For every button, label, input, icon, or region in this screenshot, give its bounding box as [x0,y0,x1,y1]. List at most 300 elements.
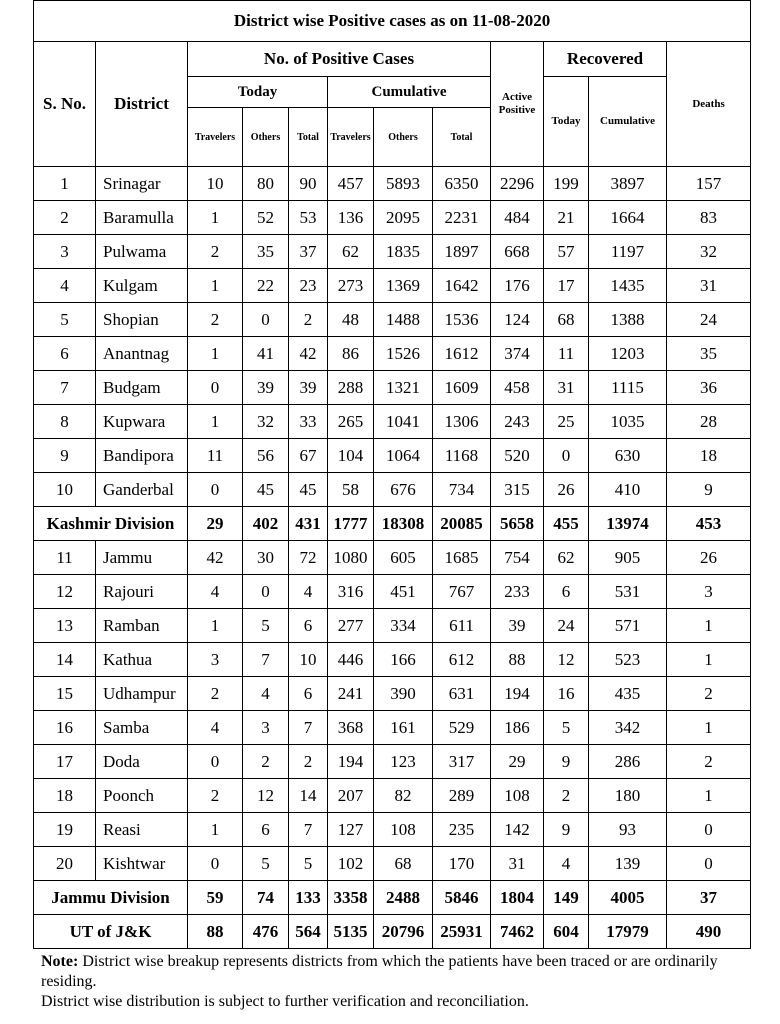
table-row [34,167,751,201]
data-cell: 1306 [433,405,491,439]
total-cell: 476 [243,915,289,949]
data-cell: 316 [328,575,374,609]
data-cell: 3 [667,575,751,609]
division-total-row [34,507,751,541]
data-cell: 48 [328,303,374,337]
district-cell: Baramulla [96,201,188,235]
note-line2: District wise distribution is subject to further verification and reconciliation. [41,993,529,1010]
data-cell: 520 [491,439,544,473]
data-cell: 1 [667,643,751,677]
data-cell: 36 [667,371,751,405]
data-cell: 1115 [589,371,667,405]
header-cum-others: Others [374,108,433,167]
table-row [34,609,751,643]
data-cell: 35 [667,337,751,371]
district-cell: Kulgam [96,269,188,303]
data-cell: 1526 [374,337,433,371]
data-cell: 390 [374,677,433,711]
data-cell: 5 [243,609,289,643]
total-cell: 453 [667,507,751,541]
data-cell: 905 [589,541,667,575]
data-cell: 1 [188,201,243,235]
total-cell: 1777 [328,507,374,541]
data-cell: 0 [188,473,243,507]
data-cell: 7 [289,813,328,847]
data-cell: 315 [491,473,544,507]
data-cell: 15 [34,677,96,711]
cases-table [33,0,751,949]
data-cell: 630 [589,439,667,473]
data-cell: 136 [328,201,374,235]
data-cell: 2296 [491,167,544,201]
data-cell: 7 [34,371,96,405]
data-cell: 0 [188,371,243,405]
district-cell: Kupwara [96,405,188,439]
data-cell: 142 [491,813,544,847]
data-cell: 571 [589,609,667,643]
total-cell: 4005 [589,881,667,915]
data-cell: 35 [243,235,289,269]
data-cell: 1 [188,337,243,371]
data-cell: 11 [34,541,96,575]
header-district: District [96,42,188,167]
data-cell: 2 [243,745,289,779]
data-cell: 194 [491,677,544,711]
data-cell: 11 [544,337,589,371]
division-name: Kashmir Division [34,507,188,541]
total-cell: 3358 [328,881,374,915]
data-cell: 5 [544,711,589,745]
header-recovered-cumulative: Cumulative [589,77,667,167]
table-row [34,541,751,575]
data-cell: 1197 [589,235,667,269]
data-cell: 1488 [374,303,433,337]
table-row [34,677,751,711]
data-cell: 32 [243,405,289,439]
header-cum-travelers: Travelers [328,108,374,167]
table-row [34,269,751,303]
data-cell: 6 [243,813,289,847]
header-cumulative: Cumulative [328,77,491,108]
total-cell: 59 [188,881,243,915]
data-cell: 62 [544,541,589,575]
data-cell: 37 [289,235,328,269]
data-cell: 2 [188,779,243,813]
data-cell: 611 [433,609,491,643]
data-cell: 2 [188,677,243,711]
table-row [34,813,751,847]
data-cell: 4 [34,269,96,303]
data-cell: 4 [544,847,589,881]
data-cell: 767 [433,575,491,609]
data-cell: 2 [667,745,751,779]
note-label: Note: [41,953,79,970]
table-row [34,201,751,235]
data-cell: 56 [243,439,289,473]
data-cell: 12 [544,643,589,677]
data-cell: 14 [34,643,96,677]
data-cell: 32 [667,235,751,269]
table-row [34,405,751,439]
data-cell: 16 [34,711,96,745]
data-cell: 39 [491,609,544,643]
division-name: Jammu Division [34,881,188,915]
total-cell: 564 [289,915,328,949]
table-row [34,439,751,473]
data-cell: 1388 [589,303,667,337]
data-cell: 1064 [374,439,433,473]
data-cell: 6 [289,677,328,711]
data-cell: 58 [328,473,374,507]
district-cell: Shopian [96,303,188,337]
data-cell: 529 [433,711,491,745]
data-cell: 668 [491,235,544,269]
data-cell: 0 [188,745,243,779]
data-cell: 31 [491,847,544,881]
data-cell: 1664 [589,201,667,235]
data-cell: 1 [667,711,751,745]
data-cell: 4 [188,575,243,609]
data-cell: 1 [188,269,243,303]
data-cell: 8 [34,405,96,439]
header-positive-cases: No. of Positive Cases [188,42,491,77]
data-cell: 6 [34,337,96,371]
total-cell: 2488 [374,881,433,915]
data-cell: 3897 [589,167,667,201]
data-cell: 17 [544,269,589,303]
data-cell: 45 [243,473,289,507]
header-today-total: Total [289,108,328,167]
data-cell: 0 [667,847,751,881]
data-cell: 2 [34,201,96,235]
total-cell: 20085 [433,507,491,541]
data-cell: 41 [243,337,289,371]
header-today: Today [188,77,328,108]
total-cell: 29 [188,507,243,541]
data-cell: 1 [188,405,243,439]
total-cell: 149 [544,881,589,915]
data-cell: 1 [667,779,751,813]
data-cell: 18 [34,779,96,813]
data-cell: 12 [34,575,96,609]
data-cell: 20 [34,847,96,881]
data-cell: 1321 [374,371,433,405]
total-cell: 17979 [589,915,667,949]
data-cell: 2 [289,303,328,337]
data-cell: 1435 [589,269,667,303]
total-cell: 5658 [491,507,544,541]
data-cell: 24 [544,609,589,643]
table-row [34,337,751,371]
data-cell: 3 [243,711,289,745]
data-cell: 243 [491,405,544,439]
data-cell: 52 [243,201,289,235]
data-cell: 29 [491,745,544,779]
data-cell: 334 [374,609,433,643]
data-cell: 0 [667,813,751,847]
data-cell: 23 [289,269,328,303]
total-cell: 25931 [433,915,491,949]
data-cell: 104 [328,439,374,473]
data-cell: 446 [328,643,374,677]
division-total-row [34,915,751,949]
data-cell: 80 [243,167,289,201]
data-cell: 26 [667,541,751,575]
note [41,952,761,1012]
division-total-row [34,881,751,915]
data-cell: 523 [589,643,667,677]
data-cell: 1536 [433,303,491,337]
data-cell: 1 [188,813,243,847]
data-cell: 288 [328,371,374,405]
district-cell: Budgam [96,371,188,405]
total-cell: 431 [289,507,328,541]
data-cell: 2 [289,745,328,779]
data-cell: 754 [491,541,544,575]
total-cell: 88 [188,915,243,949]
district-cell: Jammu [96,541,188,575]
data-cell: 0 [188,847,243,881]
data-cell: 457 [328,167,374,201]
data-cell: 6350 [433,167,491,201]
data-cell: 176 [491,269,544,303]
data-cell: 734 [433,473,491,507]
data-cell: 180 [589,779,667,813]
data-cell: 2 [667,677,751,711]
data-cell: 166 [374,643,433,677]
data-cell: 13 [34,609,96,643]
data-cell: 21 [544,201,589,235]
total-cell: 13974 [589,507,667,541]
data-cell: 199 [544,167,589,201]
total-cell: 1804 [491,881,544,915]
data-cell: 68 [374,847,433,881]
data-cell: 25 [544,405,589,439]
data-cell: 4 [289,575,328,609]
data-cell: 0 [243,303,289,337]
table-row [34,779,751,813]
total-cell: 604 [544,915,589,949]
data-cell: 1897 [433,235,491,269]
data-cell: 9 [34,439,96,473]
header-sno: S. No. [34,42,96,167]
district-cell: Reasi [96,813,188,847]
data-cell: 676 [374,473,433,507]
data-cell: 7 [289,711,328,745]
header-active-positive: Active Positive [491,42,544,167]
data-cell: 45 [289,473,328,507]
data-cell: 1 [188,609,243,643]
total-cell: 5135 [328,915,374,949]
data-cell: 0 [243,575,289,609]
district-cell: Udhampur [96,677,188,711]
data-cell: 1369 [374,269,433,303]
total-cell: 402 [243,507,289,541]
data-cell: 82 [374,779,433,813]
data-cell: 5893 [374,167,433,201]
data-cell: 83 [667,201,751,235]
data-cell: 28 [667,405,751,439]
data-cell: 4 [243,677,289,711]
district-cell: Kathua [96,643,188,677]
data-cell: 186 [491,711,544,745]
data-cell: 1685 [433,541,491,575]
district-cell: Rajouri [96,575,188,609]
table-row [34,235,751,269]
data-cell: 42 [289,337,328,371]
data-cell: 16 [544,677,589,711]
division-name: UT of J&K [34,915,188,949]
total-cell: 20796 [374,915,433,949]
data-cell: 53 [289,201,328,235]
header-recovered-today: Today [544,77,589,167]
table-row [34,371,751,405]
header-deaths: Deaths [667,42,751,167]
data-cell: 30 [243,541,289,575]
data-cell: 1642 [433,269,491,303]
data-cell: 531 [589,575,667,609]
data-cell: 102 [328,847,374,881]
data-cell: 170 [433,847,491,881]
data-cell: 458 [491,371,544,405]
data-cell: 2 [188,303,243,337]
total-cell: 133 [289,881,328,915]
district-cell: Srinagar [96,167,188,201]
data-cell: 124 [491,303,544,337]
data-cell: 289 [433,779,491,813]
data-cell: 3 [188,643,243,677]
total-cell: 490 [667,915,751,949]
data-cell: 435 [589,677,667,711]
data-cell: 0 [544,439,589,473]
data-cell: 86 [328,337,374,371]
table-row [34,711,751,745]
data-cell: 5 [289,847,328,881]
district-cell: Pulwama [96,235,188,269]
data-cell: 235 [433,813,491,847]
data-cell: 1080 [328,541,374,575]
data-cell: 10 [188,167,243,201]
district-cell: Bandipora [96,439,188,473]
data-cell: 273 [328,269,374,303]
data-cell: 2 [188,235,243,269]
data-cell: 7 [243,643,289,677]
data-cell: 67 [289,439,328,473]
total-cell: 455 [544,507,589,541]
data-cell: 2231 [433,201,491,235]
data-cell: 194 [328,745,374,779]
note-line1 [41,952,761,992]
data-cell: 72 [289,541,328,575]
table-row [34,847,751,881]
data-cell: 68 [544,303,589,337]
data-cell: 5 [243,847,289,881]
header-recovered: Recovered [544,42,667,77]
data-cell: 5 [34,303,96,337]
district-cell: Ramban [96,609,188,643]
data-cell: 57 [544,235,589,269]
data-cell: 233 [491,575,544,609]
data-cell: 11 [188,439,243,473]
data-cell: 605 [374,541,433,575]
table-row [34,745,751,779]
data-cell: 1612 [433,337,491,371]
district-cell: Samba [96,711,188,745]
district-cell: Anantnag [96,337,188,371]
data-cell: 19 [34,813,96,847]
data-cell: 26 [544,473,589,507]
table-row [34,303,751,337]
data-cell: 241 [328,677,374,711]
note-text-1: District wise breakup represents districts from which the patients have been traced or are ordinarily residing. [41,953,718,990]
data-cell: 39 [243,371,289,405]
data-cell: 12 [243,779,289,813]
total-cell: 37 [667,881,751,915]
data-cell: 286 [589,745,667,779]
data-cell: 612 [433,643,491,677]
data-cell: 31 [544,371,589,405]
district-cell: Doda [96,745,188,779]
data-cell: 22 [243,269,289,303]
data-cell: 3 [34,235,96,269]
data-cell: 2095 [374,201,433,235]
data-cell: 39 [289,371,328,405]
data-cell: 33 [289,405,328,439]
data-cell: 88 [491,643,544,677]
data-cell: 10 [289,643,328,677]
total-cell: 74 [243,881,289,915]
data-cell: 139 [589,847,667,881]
data-cell: 374 [491,337,544,371]
data-cell: 317 [433,745,491,779]
data-cell: 1609 [433,371,491,405]
data-cell: 207 [328,779,374,813]
data-cell: 484 [491,201,544,235]
header-cum-total: Total [433,108,491,167]
data-cell: 1203 [589,337,667,371]
table-row [34,575,751,609]
data-cell: 42 [188,541,243,575]
table-body [34,167,751,949]
header-today-travelers: Travelers [188,108,243,167]
data-cell: 90 [289,167,328,201]
data-cell: 4 [188,711,243,745]
data-cell: 18 [667,439,751,473]
data-cell: 157 [667,167,751,201]
data-cell: 6 [289,609,328,643]
district-cell: Poonch [96,779,188,813]
data-cell: 1035 [589,405,667,439]
data-cell: 277 [328,609,374,643]
data-cell: 93 [589,813,667,847]
data-cell: 127 [328,813,374,847]
data-cell: 108 [491,779,544,813]
data-cell: 62 [328,235,374,269]
data-cell: 31 [667,269,751,303]
data-cell: 451 [374,575,433,609]
data-cell: 1 [667,609,751,643]
data-cell: 9 [544,745,589,779]
data-cell: 10 [34,473,96,507]
district-cell: Ganderbal [96,473,188,507]
data-cell: 161 [374,711,433,745]
data-cell: 1041 [374,405,433,439]
data-cell: 265 [328,405,374,439]
total-cell: 5846 [433,881,491,915]
data-cell: 1168 [433,439,491,473]
data-cell: 123 [374,745,433,779]
total-cell: 7462 [491,915,544,949]
